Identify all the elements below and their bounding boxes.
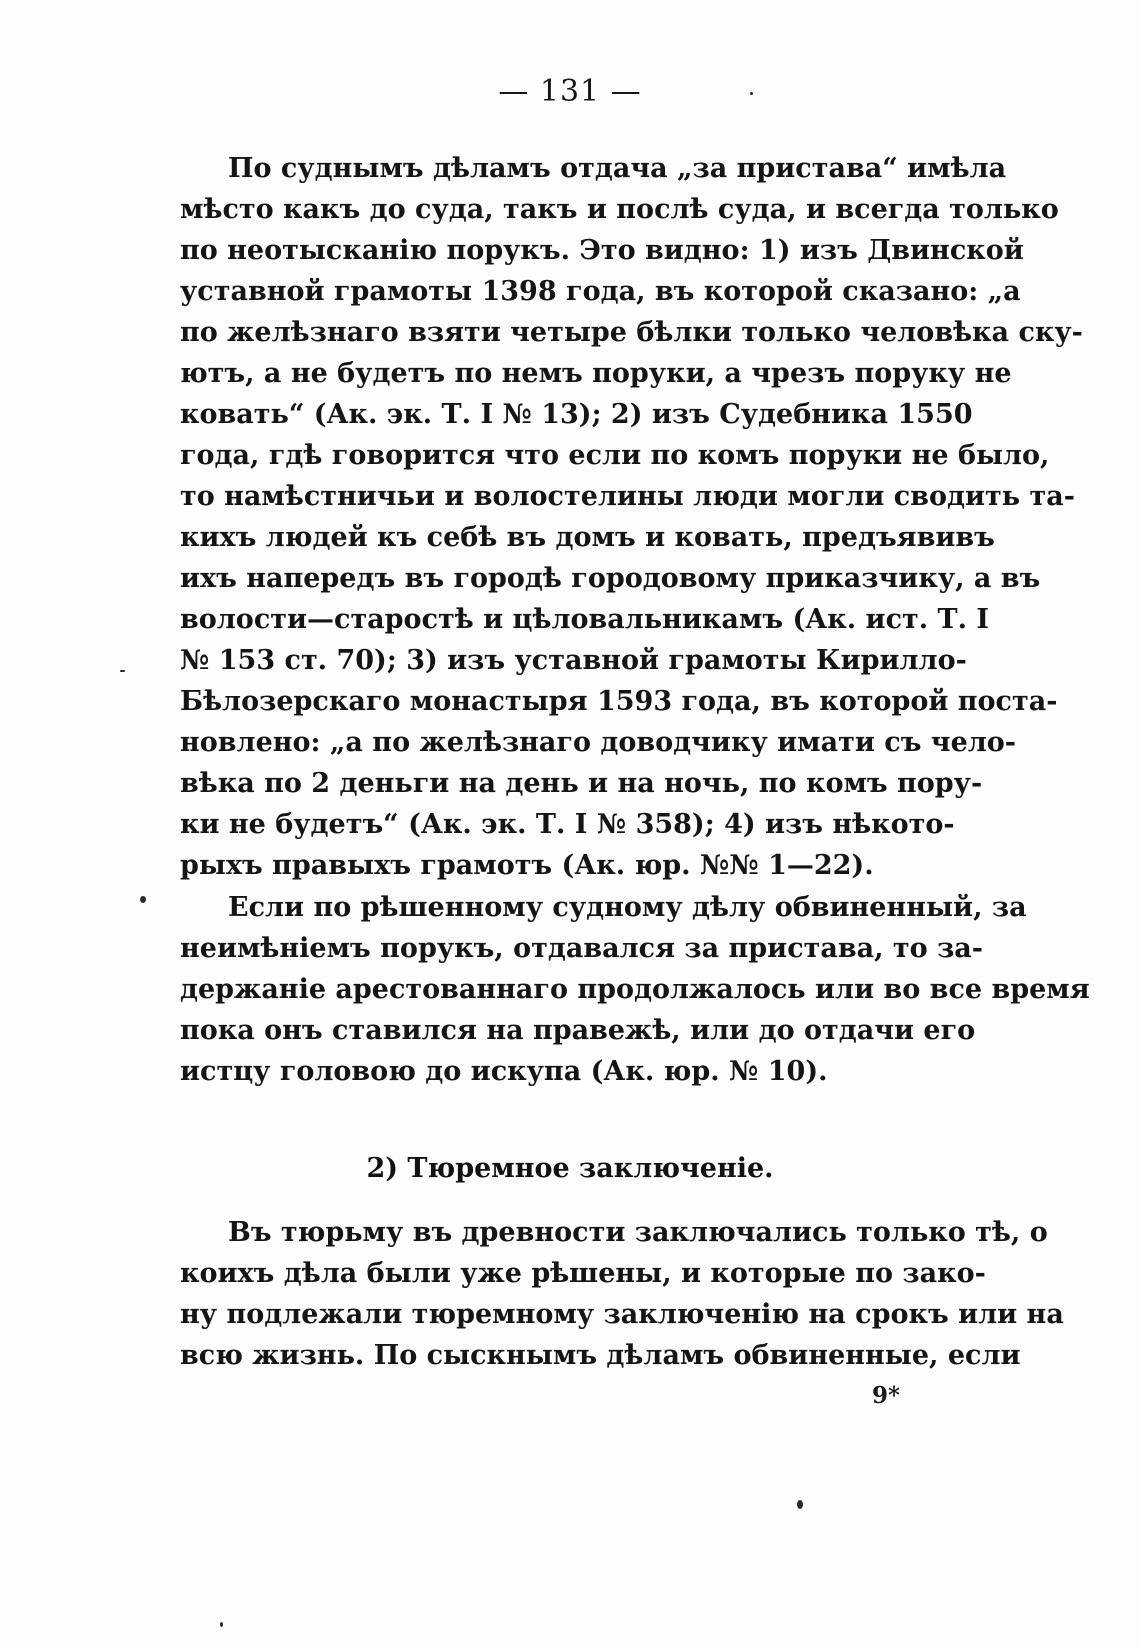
text-line: пока онъ ставился на правежѣ, или до отдачи его — [180, 1015, 976, 1046]
text-line: ки не будетъ“ (Ак. эк. Т. I № 358); 4) изъ нѣкото- — [180, 809, 955, 840]
text-line: волости—старостѣ и цѣловальникамъ (Ак. ист. Т. I — [180, 604, 990, 635]
signature-mark: 9* — [872, 1382, 901, 1409]
text-line: вѣка по 2 деньги на день и на ночь, по комъ пору- — [180, 768, 983, 799]
text-line: по неотысканію порукъ. Это видно: 1) изъ Двинской — [180, 235, 1024, 266]
text-line: истцу головою до искупа (Ак. юр. № 10). — [180, 1056, 828, 1087]
paragraph-3 — [180, 1212, 1064, 1376]
text-line: неимѣніемъ порукъ, отдавался за пристава, то за- — [180, 933, 983, 964]
text-line: по желѣзнаго взяти четыре бѣлки только человѣка ску- — [180, 317, 1083, 348]
text-line: Если по рѣшенному судному дѣлу обвиненный, за — [228, 892, 1027, 923]
text-line: то намѣстничьи и волостелины люди могли сводить та- — [180, 481, 1075, 512]
scan-speck — [220, 1622, 223, 1627]
text-line: Бѣлозерскаго монастыря 1593 года, въ которой поста- — [180, 686, 1058, 717]
text-line: По суднымъ дѣламъ отдача „за пристава“ имѣла — [228, 153, 1007, 184]
scan-speck — [120, 670, 125, 672]
paragraph-1 — [180, 148, 1083, 886]
text-line: ихъ напередъ въ городѣ городовому приказчику, а въ — [180, 563, 1041, 594]
text-line: года, гдѣ говорится что если по комъ поруки не было, — [180, 440, 1050, 471]
text-line: рыхъ правыхъ грамотъ (Ак. юр. №№ 1—22). — [180, 850, 874, 881]
scan-speck — [750, 92, 753, 95]
text-line: уставной грамоты 1398 года, въ которой сказано: „а — [180, 276, 1021, 307]
text-line: кихъ людей къ себѣ въ домъ и ковать, предъявивъ — [180, 522, 995, 553]
page-number: — 131 — — [498, 74, 642, 109]
section-heading: 2) Тюремное заключеніе. — [366, 1153, 774, 1184]
text-line: держаніе арестованнаго продолжалось или во все время — [180, 974, 1090, 1005]
text-line: № 153 ст. 70); 3) изъ уставной грамоты Кирилло- — [180, 645, 967, 676]
text-line: коихъ дѣла были уже рѣшены, и которые по зако- — [180, 1258, 986, 1289]
text-line: всю жизнь. По сыскнымъ дѣламъ обвиненные, если — [180, 1340, 1021, 1371]
text-line: мѣсто какъ до суда, такъ и послѣ суда, и всегда только — [180, 194, 1059, 225]
text-line: Въ тюрьму въ древности заключались только тѣ, о — [228, 1217, 1048, 1248]
text-line: новлено: „а по желѣзнаго доводчику имати съ чело- — [180, 727, 1016, 758]
text-line: ковать“ (Ак. эк. Т. I № 13); 2) изъ Судебника 1550 — [180, 399, 973, 430]
paragraph-2 — [180, 887, 1090, 1092]
text-line: ютъ, а не будетъ по немъ поруки, а чрезъ поруку не — [180, 358, 1012, 389]
scan-speck — [797, 1500, 803, 1509]
scan-speck — [140, 896, 146, 903]
text-line: ну подлежали тюремному заключенію на срокъ или на — [180, 1299, 1064, 1330]
